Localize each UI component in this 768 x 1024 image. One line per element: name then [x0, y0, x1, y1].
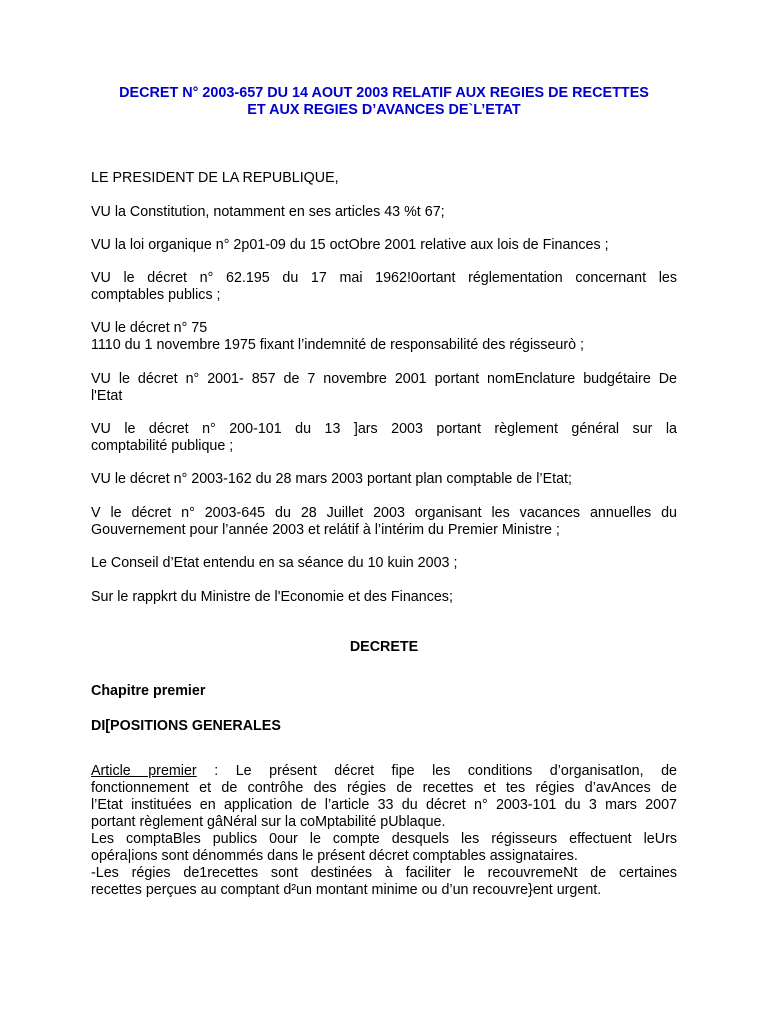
visa-decret-2003-162	[91, 471, 677, 488]
visa-constitution-text: VU la Constitution, notamment en ses articles 43 %t 67;	[91, 204, 445, 220]
article-premier-line-3: l’Etat instituées en application de l’article 33 du décret n° 2003-101 du 3 mars 2007	[91, 797, 677, 813]
article-premier-line-2: fonctionnement et de contrôhe des régies de recettes et tes régies d’avAnces de	[91, 780, 677, 796]
chapter-heading: Chapitre premier	[91, 683, 206, 699]
visa-decret-200-101	[91, 421, 677, 455]
visa-decret-1962	[91, 270, 677, 304]
president-line	[91, 170, 677, 187]
section-heading: DI[POSITIONS GENERALES	[91, 718, 281, 734]
article-premier-label: Article premier	[91, 763, 197, 779]
visa-decret-2003-645-line-2: Gouvernement pour l’année 2003 et relátif à l’intérim du Premier Ministre ;	[91, 522, 560, 538]
visa-constitution	[91, 204, 677, 221]
article-premier-block	[91, 763, 677, 899]
rapport-line	[91, 589, 677, 606]
rapport-text: Sur le rappkrt du Ministre de l'Economie et des Finances;	[91, 589, 453, 605]
article-premier-line-1	[91, 763, 677, 780]
document-page	[91, 0, 677, 1024]
conseil-etat-line	[91, 555, 677, 572]
article-premier-line-8: recettes perçues au comptant d²un montant minime ou d’un recouvre}ent urgent.	[91, 882, 602, 898]
visa-decret-2003-645	[91, 505, 677, 539]
visa-decret-1975-line-2: 1110 du 1 novembre 1975 fixant l’indemnité de responsabilité des régisseurò ;	[91, 337, 585, 353]
visa-decret-200-101-line-2: comptabilité publique ;	[91, 438, 234, 454]
visa-decret-1962-line-1: VU le décret n° 62.195 du 17 mai 1962!0ortant réglementation concernant les	[91, 270, 677, 286]
visa-decret-2001-line-1: VU le décret n° 2001- 857 de 7 novembre 2001 portant nomEnclature budgétaire De	[91, 371, 677, 387]
visa-decret-200-101-line-1: VU le décret n° 200-101 du 13 ]ars 2003 portant règlement général sur la	[91, 421, 677, 437]
article-premier-line-5: Les comptaBles publics 0our le compte desquels les régisseurs effectuent leUrs	[91, 831, 677, 847]
visa-decret-2001	[91, 371, 677, 405]
visa-decret-2003-162-text: VU le décret n° 2003-162 du 28 mars 2003 portant plan comptable de l’Etat;	[91, 471, 572, 487]
visa-decret-1962-line-2: comptables publics ;	[91, 287, 221, 303]
visa-loi-organique-text: VU la loi organique n° 2p01-09 du 15 octObre 2001 relative aux lois de Finances ;	[91, 237, 609, 253]
article-premier-line-6: opéra|ions sont dénommés dans le présent décret comptables assignataires.	[91, 848, 578, 864]
decree-title-line-2: ET AUX REGIES D’AVANCES DE`L’ETAT	[247, 102, 521, 118]
article-premier-line-7: -Les régies de1recettes sont destinées à faciliter le recouvremeNt de certaines	[91, 865, 677, 881]
conseil-etat-text: Le Conseil d’Etat entendu en sa séance du 10 kuin 2003 ;	[91, 555, 458, 571]
article-premier-line-4: portant règlement gâNéral sur la coMptabilité pUblaque.	[91, 814, 446, 830]
decree-title-line-1: DECRET N° 2003-657 DU 14 AOUT 2003 RELATIF AUX REGIES DE RECETTES	[119, 85, 649, 101]
visa-loi-organique	[91, 237, 677, 254]
visa-decret-2001-line-2: l'Etat	[91, 388, 123, 404]
visa-decret-1975-line-1: VU le décret n° 75	[91, 320, 208, 336]
visa-decret-1975	[91, 320, 677, 354]
visa-decret-2003-645-line-1: V le décret n° 2003-645 du 28 Juillet 2003 organisant les vacances annuelles du	[91, 505, 677, 521]
article-premier-line-1-text: : Le présent décret fipe les conditions d’organisatIon, de	[214, 763, 677, 779]
president-text: LE PRESIDENT DE LA REPUBLIQUE,	[91, 170, 339, 186]
decrete-heading: DECRETE	[349, 639, 419, 655]
decree-title	[91, 85, 677, 119]
